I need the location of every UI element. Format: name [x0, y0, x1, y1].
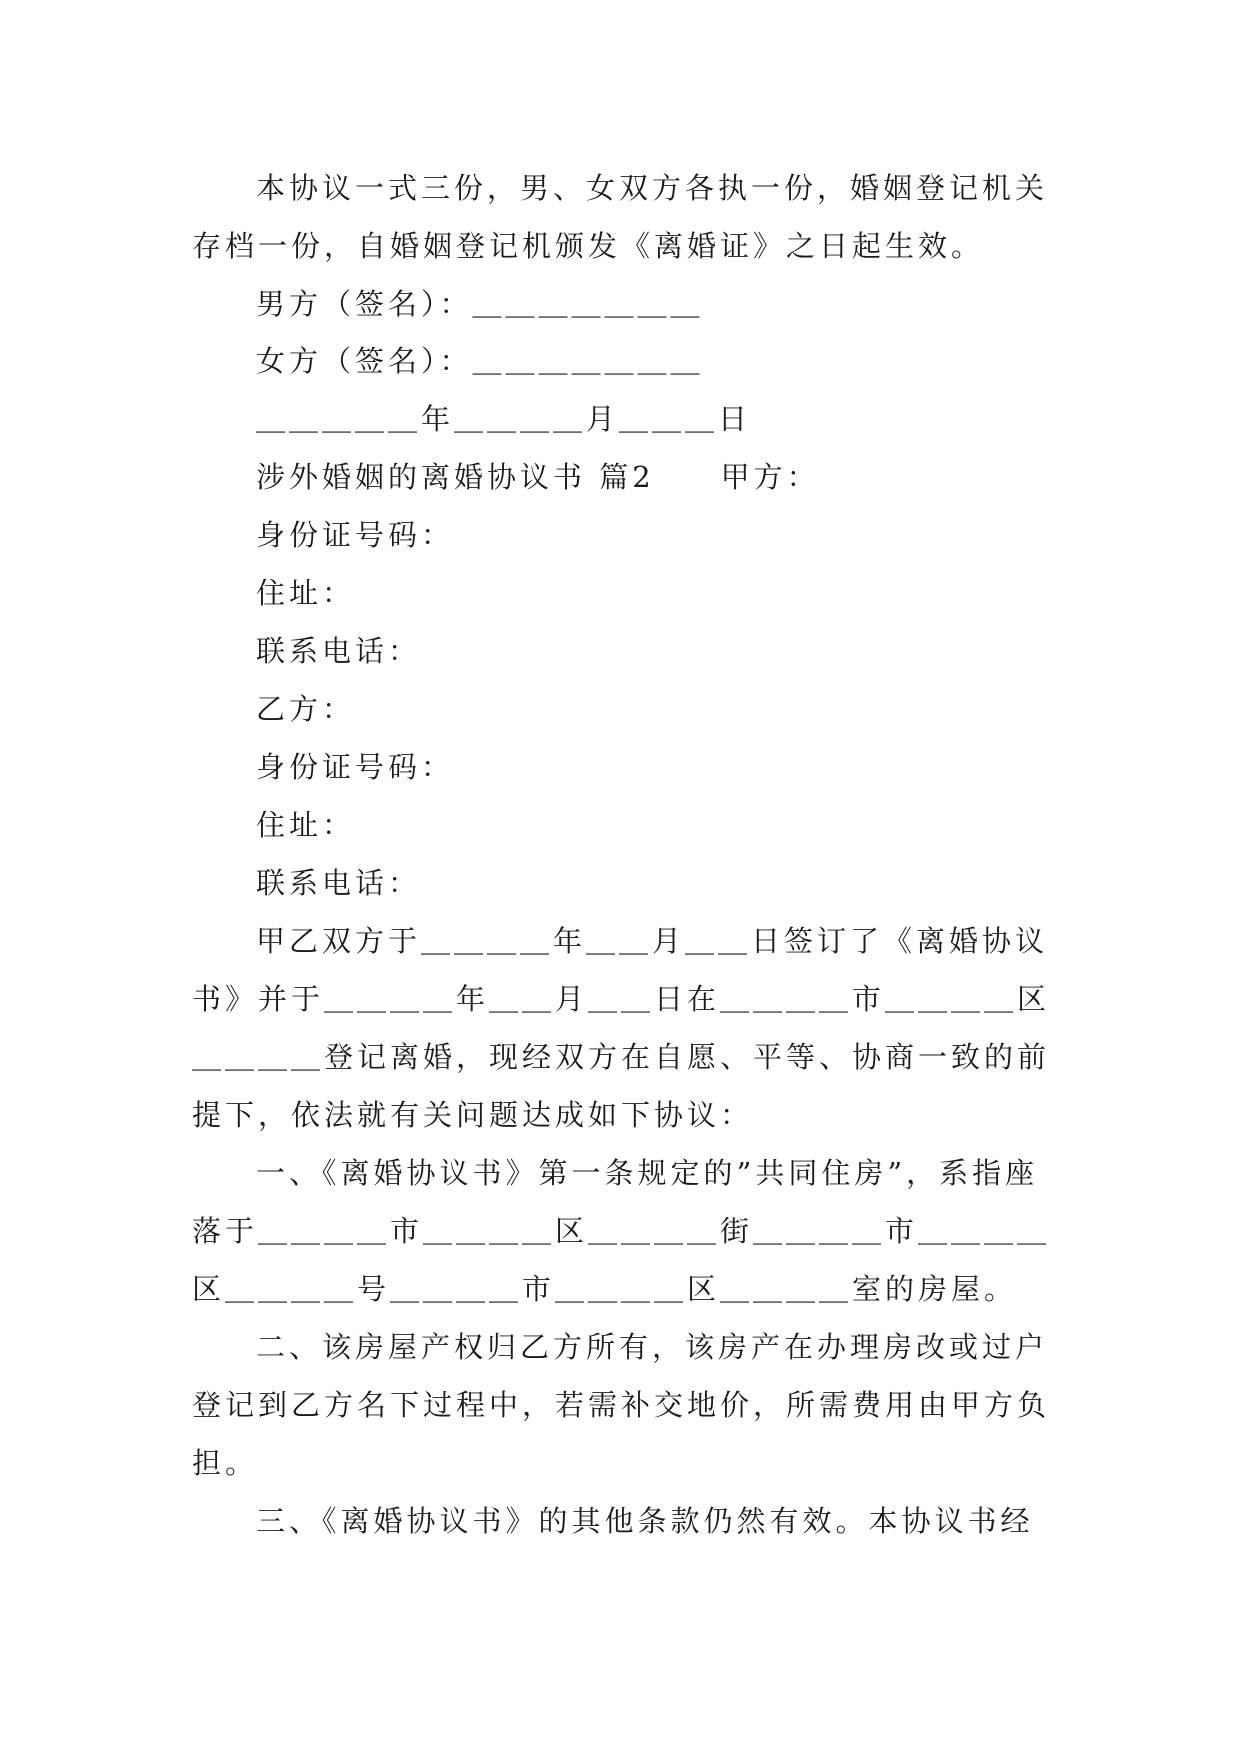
- clause-2-line-2: 登记到乙方名下过程中，若需补交地价，所需费用由甲方负: [192, 1388, 1051, 1422]
- party-a-phone: 联系电话：: [256, 634, 422, 668]
- clause-1-line-3: 区＿＿＿＿号＿＿＿＿市＿＿＿＿区＿＿＿＿室的房屋。: [192, 1272, 1018, 1306]
- party-a-id-number: 身份证号码：: [256, 518, 455, 552]
- paragraph-copies-line-2: 存档一份，自婚姻登记机颁发《离婚证》之日起生效。: [192, 229, 985, 263]
- party-b-id-number: 身份证号码：: [256, 750, 455, 784]
- clause-1-line-2: 落于＿＿＿＿市＿＿＿＿区＿＿＿＿街＿＿＿＿市＿＿＿＿: [192, 1214, 1051, 1248]
- male-signature-line: 男方（签名）：＿＿＿＿＿＿＿: [256, 287, 704, 321]
- clause-2-line-1: 二、该房屋产权归乙方所有，该房产在办理房改或过户: [256, 1330, 1049, 1364]
- clause-1-line-1: 一、《离婚协议书》第一条规定的”共同住房”，系指座: [256, 1156, 1039, 1190]
- clause-2-line-3: 担。: [192, 1446, 259, 1480]
- clause-3-line-1: 三、《离婚协议书》的其他条款仍然有效。本协议书经: [256, 1504, 1034, 1538]
- party-b-address: 住址：: [256, 808, 356, 842]
- agreement-intro-line-2: 书》并于＿＿＿＿年＿＿月＿＿日在＿＿＿＿市＿＿＿＿区: [192, 982, 1051, 1016]
- party-b-label: 乙方：: [256, 692, 356, 726]
- paragraph-copies-line-1: 本协议一式三份，男、女双方各执一份，婚姻登记机关: [256, 171, 1049, 205]
- date-line: ＿＿＿＿＿年＿＿＿＿月＿＿＿日: [256, 402, 752, 436]
- party-a-address: 住址：: [256, 576, 356, 610]
- female-signature-line: 女方（签名）：＿＿＿＿＿＿＿: [256, 344, 704, 378]
- agreement-intro-line-4: 提下，依法就有关问题达成如下协议：: [192, 1098, 754, 1132]
- agreement-intro-line-1: 甲乙双方于＿＿＿＿年＿＿月＿＿日签订了《离婚协议: [256, 924, 1049, 958]
- party-b-phone: 联系电话：: [256, 866, 422, 900]
- agreement-intro-line-3: ＿＿＿＿登记离婚，现经双方在自愿、平等、协商一致的前: [192, 1040, 1051, 1074]
- section-heading: 涉外婚姻的离婚协议书 篇2 甲方：: [256, 460, 820, 494]
